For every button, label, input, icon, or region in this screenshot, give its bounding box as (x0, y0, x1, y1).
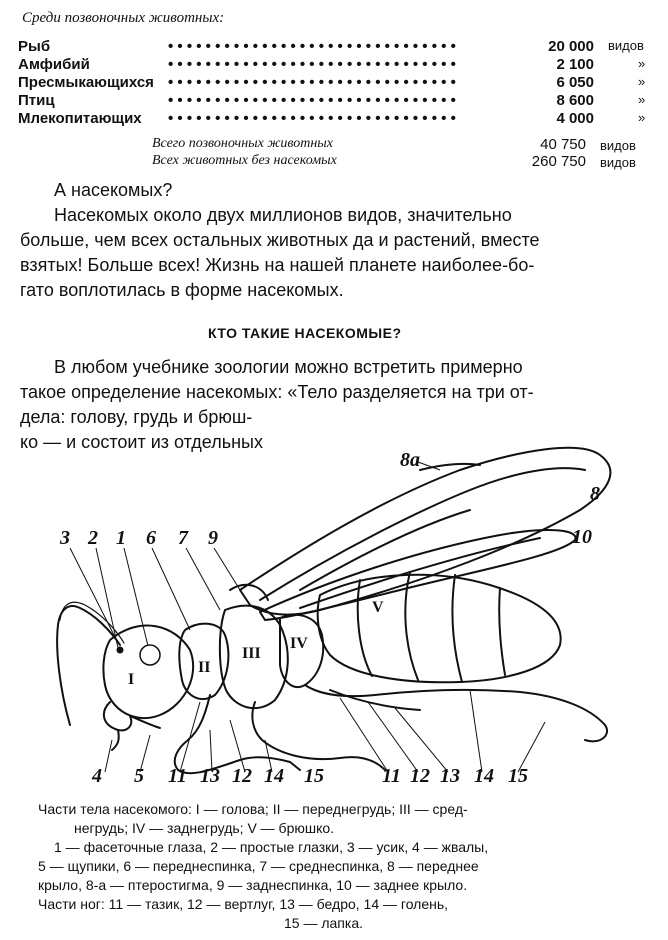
fig-label: 9 (208, 527, 218, 549)
leader-dots: • • • • • • • • • • • • • • • • • • • • • • • • • • • • • • • (168, 38, 456, 55)
stats-row-value: 6 050 (556, 74, 594, 91)
stats-row-unit: » (638, 92, 646, 107)
leader-dots: • • • • • • • • • • • • • • • • • • • • • • • • • • • • • • • (168, 56, 456, 73)
fig-roman: V (372, 599, 384, 616)
stats-row-label: Птиц (18, 92, 55, 109)
fig-label: 4 (92, 765, 102, 787)
section-line: дела: голову, грудь и брюш- (20, 407, 253, 427)
stats-row-value: 4 000 (556, 110, 594, 127)
mandible (104, 702, 131, 730)
caption-line: Части ног: 11 — тазик, 12 — вертлуг, 13 — бедро, 14 — голень, (38, 896, 449, 912)
fig-label: 11 (168, 765, 187, 787)
palp (112, 730, 119, 750)
fig-label: 15 (304, 765, 324, 787)
caption-line: 15 — лапка. (284, 915, 363, 931)
stats-row-unit: видов (608, 38, 644, 53)
section-line: ко — и состоит из отдельных (20, 432, 263, 452)
caption-line: негрудь; IV — заднегрудь; V — брюшко. (74, 820, 335, 836)
total-unit: видов (600, 138, 636, 153)
stats-row-unit: » (638, 110, 646, 125)
leader-dots: • • • • • • • • • • • • • • • • • • • • • • • • • • • • • • • (168, 74, 456, 91)
fig-label: 13 (440, 765, 460, 787)
fig-label: 5 (134, 765, 144, 787)
total-label: Всего позвоночных животных (152, 136, 333, 151)
abdomen (318, 575, 561, 683)
intro-question: А насекомых? (54, 180, 173, 200)
fig-label: 14 (264, 765, 284, 787)
section-line: В любом учебнике зоологии можно встретить примерно (54, 357, 523, 377)
stats-row (18, 38, 644, 56)
stats-row (18, 74, 646, 92)
intro-line: Насекомых около двух миллионов видов, значительно (54, 205, 512, 225)
total-label: Всех животных без насекомых (152, 153, 337, 168)
front-leg (175, 695, 240, 773)
fig-roman: III (242, 645, 261, 662)
fig-roman: IV (290, 635, 308, 652)
fig-label: 7 (178, 527, 188, 549)
fig-label: 12 (410, 765, 430, 787)
fig-label: 13 (200, 765, 220, 787)
insect-diagram (0, 440, 668, 790)
stats-row (18, 92, 646, 110)
fig-label: 12 (232, 765, 252, 787)
section-line: такое определение насекомых: «Тело разделяется на три от- (20, 382, 534, 402)
antenna (57, 606, 120, 725)
leader-dots: • • • • • • • • • • • • • • • • • • • • • • • • • • • • • • • (168, 110, 456, 127)
caption-line: 5 — щупики, 6 — переднеспинка, 7 — среднеспинка, 8 — переднее (38, 858, 479, 874)
caption-line: 1 — фасеточные глаза, 2 — простые глазки, 3 — усик, 4 — жвалы, (54, 839, 489, 855)
stats-row-label: Рыб (18, 38, 51, 55)
fig-label: 1 (116, 527, 126, 549)
stats-row (18, 110, 646, 128)
total-value: 260 750 (531, 153, 586, 170)
fig-label: 2 (88, 527, 98, 549)
stats-row-label: Амфибий (18, 56, 90, 73)
stats-row (18, 56, 646, 74)
stats-row-value: 8 600 (556, 92, 594, 109)
total-unit: видов (600, 155, 636, 170)
stats-row-unit: » (638, 56, 646, 71)
fig-label: 10 (572, 526, 592, 548)
total-value: 40 750 (540, 136, 586, 153)
caption-line: крыло, 8-а — птеростигма, 9 — заднеспинка, 10 — заднее крыло. (38, 877, 468, 893)
fig-label: 11 (382, 765, 401, 787)
forewing (240, 448, 610, 615)
stats-row-value: 20 000 (548, 38, 594, 55)
fig-label: 15 (508, 765, 528, 787)
fig-label: 8а (400, 449, 420, 471)
stats-row-label: Пресмыкающихся (18, 74, 154, 91)
stats-row-unit: » (638, 74, 646, 89)
fig-label: 3 (60, 527, 70, 549)
fig-roman: I (128, 671, 135, 688)
intro-line: взятых! Больше всех! Жизнь на нашей планете наиболее-бо- (20, 255, 535, 275)
fig-roman: II (198, 659, 211, 676)
fig-label: 8 (590, 483, 600, 505)
stats-row-value: 2 100 (556, 56, 594, 73)
intro-line: больше, чем всех остальных животных да и растений, вместе (20, 230, 540, 250)
fig-label: 6 (146, 527, 156, 549)
leader-dots: • • • • • • • • • • • • • • • • • • • • • • • • • • • • • • • (168, 92, 456, 109)
stats-title: Среди позвоночных животных: (22, 10, 225, 26)
intro-line: гато воплотилась в форме насекомых. (20, 280, 344, 300)
stats-row-label: Млекопитающих (18, 110, 142, 127)
caption-line: Части тела насекомого: I — голова; II — переднегрудь; III — сред- (38, 801, 468, 817)
fig-label: 14 (474, 765, 494, 787)
section-heading: КТО ТАКИЕ НАСЕКОМЫЕ? (208, 325, 402, 341)
